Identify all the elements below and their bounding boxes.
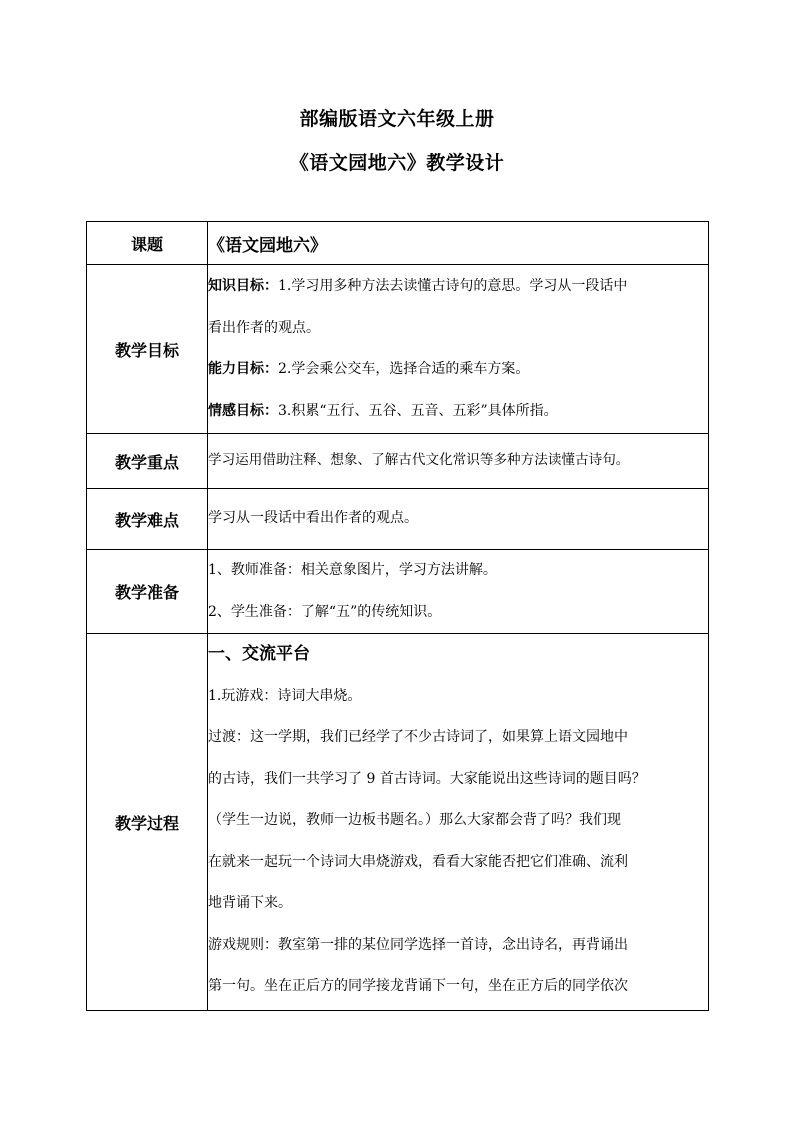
row-goals: [87, 265, 709, 434]
process-line: 1.玩游戏：诗词大串烧。: [208, 687, 362, 704]
process-line: （学生一边说，教师一边板书题名。）那么大家都会背了吗？我们现: [208, 812, 621, 828]
process-line: 的古诗，我们一共学习了 9 首古诗词。大家能说出这些诗词的题目吗？: [208, 770, 646, 787]
label-goals: 教学目标: [87, 265, 208, 434]
goal-prefix: 知识目标：: [208, 278, 278, 294]
label-focus: 教学重点: [87, 434, 208, 489]
course-title-text: 《语文园地六》: [208, 235, 327, 256]
preparation-content: [208, 550, 709, 634]
process-line: 过渡：这一学期，我们已经学了不少古诗词了，如果算上语文园地中: [208, 729, 628, 745]
label-preparation: 教学准备: [87, 550, 208, 634]
goal-knowledge-cont: 看出作者的观点。: [208, 319, 320, 336]
document-subtitle: 《语文园地六》教学设计: [289, 152, 505, 174]
goal-text: 3.积累“五行、五谷、五音、五彩”具体所指。: [278, 402, 558, 419]
process-line: 地背诵下来。: [208, 895, 292, 911]
focus-content: [208, 434, 709, 489]
row-focus: [87, 434, 709, 489]
process-line: 游戏规则：教室第一排的某位同学选择一首诗，念出诗名，再背诵出: [208, 936, 628, 953]
goal-text: 1.学习用多种方法去读懂古诗句的意思。学习从一段话中: [278, 278, 628, 294]
goals-content: [208, 265, 709, 434]
lesson-plan-table: [86, 221, 709, 1011]
preparation-line: 1、教师准备：相关意象图片，学习方法讲解。: [208, 562, 497, 578]
process-content: [208, 634, 709, 1011]
row-process: [87, 634, 709, 1011]
row-difficulty: [87, 489, 709, 550]
goal-prefix: 情感目标：: [208, 402, 278, 419]
goal-knowledge: [208, 266, 708, 308]
focus-text: 学习运用借助注释、想象、了解古代文化常识等多种方法读懂古诗句。: [208, 452, 630, 469]
course-value: [208, 222, 709, 265]
label-process: 教学过程: [87, 634, 208, 1011]
document-title: 部编版语文六年级上册: [299, 108, 495, 130]
goal-emotion: [208, 391, 708, 433]
goal-prefix: 能力目标：: [208, 361, 278, 377]
label-course: 课题: [87, 222, 208, 265]
process-line: 在就来一起玩一个诗词大串烧游戏，看看大家能否把它们准确、流利: [208, 853, 628, 870]
row-course: [87, 222, 709, 265]
goal-ability: [208, 349, 708, 391]
process-line: 第一句。坐在正后方的同学接龙背诵下一句，坐在正方后的同学依次: [208, 978, 628, 994]
row-preparation: [87, 550, 709, 634]
process-heading: 一、交流平台: [208, 644, 310, 664]
preparation-line: 2、学生准备：了解“五”的传统知识。: [208, 603, 442, 620]
goal-text: 2.学会乘公交车，选择合适的乘车方案。: [278, 361, 530, 377]
label-difficulty: 教学难点: [87, 489, 208, 550]
difficulty-text: 学习从一段话中看出作者的观点。: [208, 510, 418, 527]
difficulty-content: [208, 489, 709, 550]
